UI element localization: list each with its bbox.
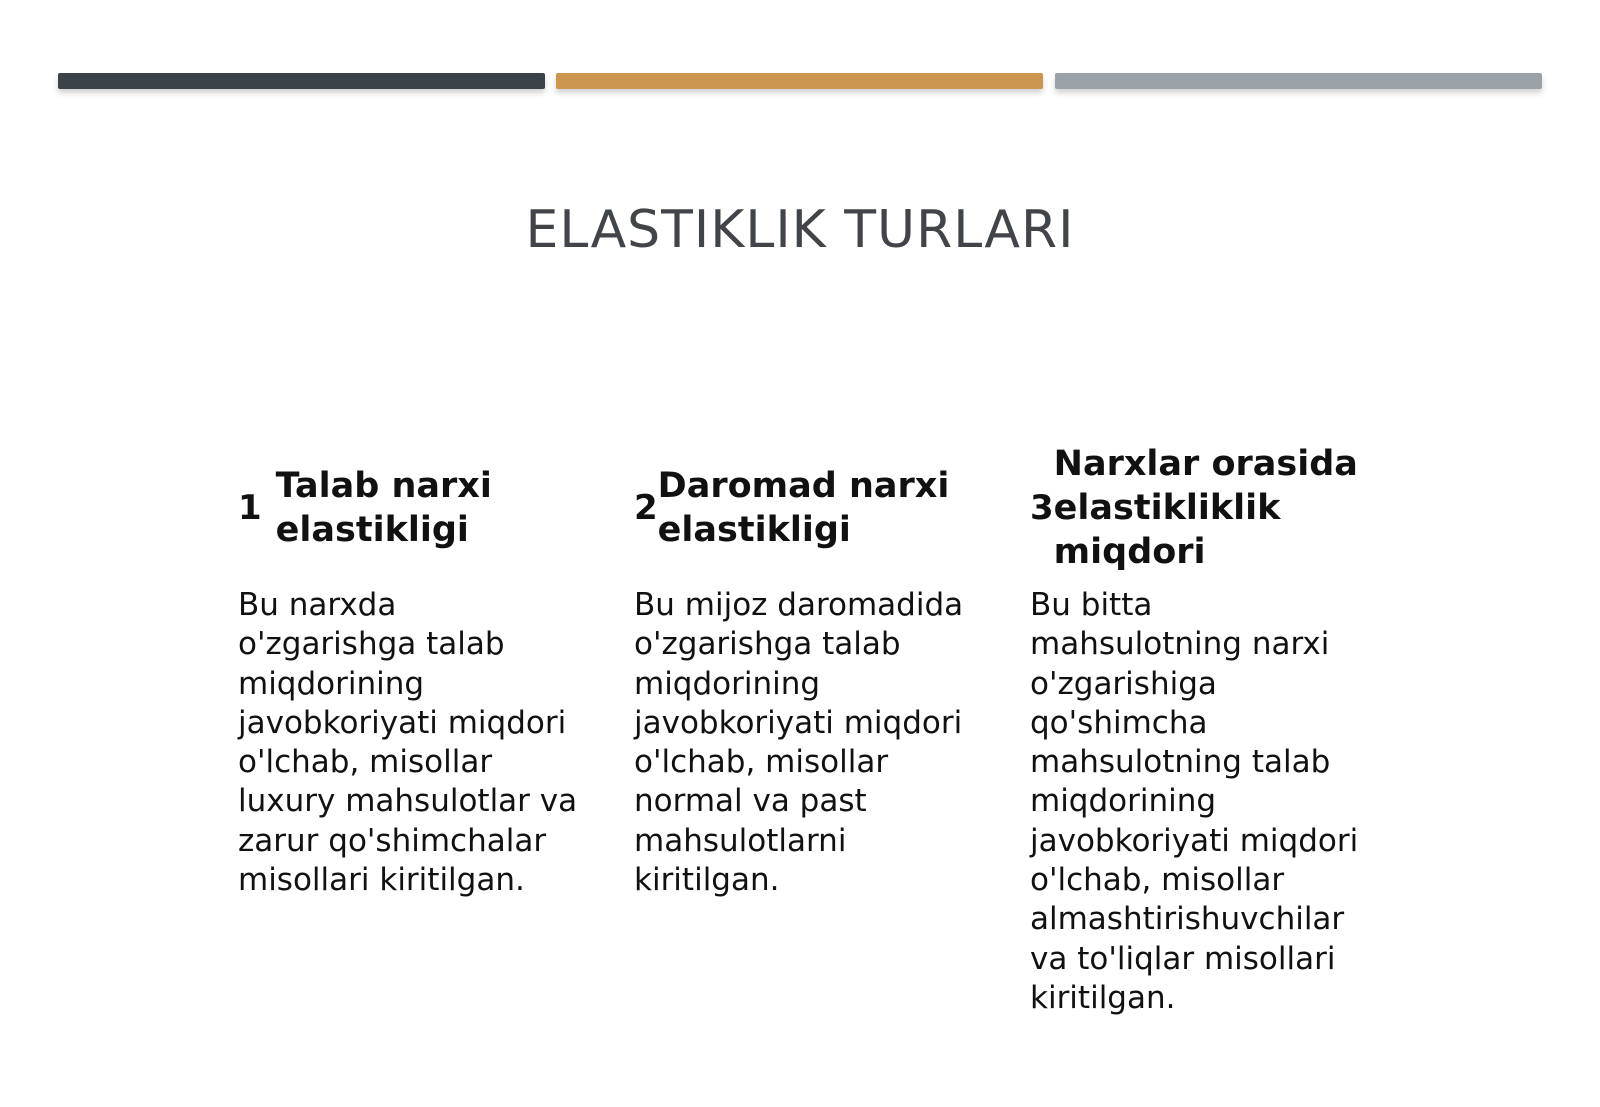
slide-title: ELASTIKLIK TURLARI [525,200,1075,260]
column-1 [238,440,578,900]
column-number: 3 [1030,488,1054,528]
column-number: 2 [634,488,658,528]
column-body: Bu bitta mahsulotning narxi o'zgarishiga qo'shimcha mahsulotning talab miqdorining javobkoriyati miqdori o'lchab, misollar almashtirishuvchilar va to'liqlar misollari kiritilgan. [1030,587,1359,1016]
accent-bar-gray [1055,73,1542,89]
column-heading [634,440,974,576]
column-2 [634,440,974,900]
column-heading [1030,440,1370,576]
column-heading-text: Narxlar orasida elastikliklik miqdori [1053,444,1358,572]
column-heading-text: Daromad narxi elastikligi [657,466,950,550]
column-heading [238,440,578,576]
column-heading-text: Talab narxi elastikligi [275,466,492,550]
accent-bar-dark [58,73,545,89]
column-3 [1030,440,1370,1018]
column-body: Bu mijoz daromadida o'zgarishga talab miqdorining javobkoriyati miqdori o'lchab, misollar normal va past mahsulotlarni kiritilgan. [634,587,964,899]
column-number: 1 [238,488,262,528]
column-body: Bu narxda o'zgarishga talab miqdorining javobkoriyati miqdori o'lchab, misollar luxury mahsulotlar va zarur qo'shimchalar misollari kiritilgan. [238,587,578,899]
accent-bar-gold [556,73,1043,89]
